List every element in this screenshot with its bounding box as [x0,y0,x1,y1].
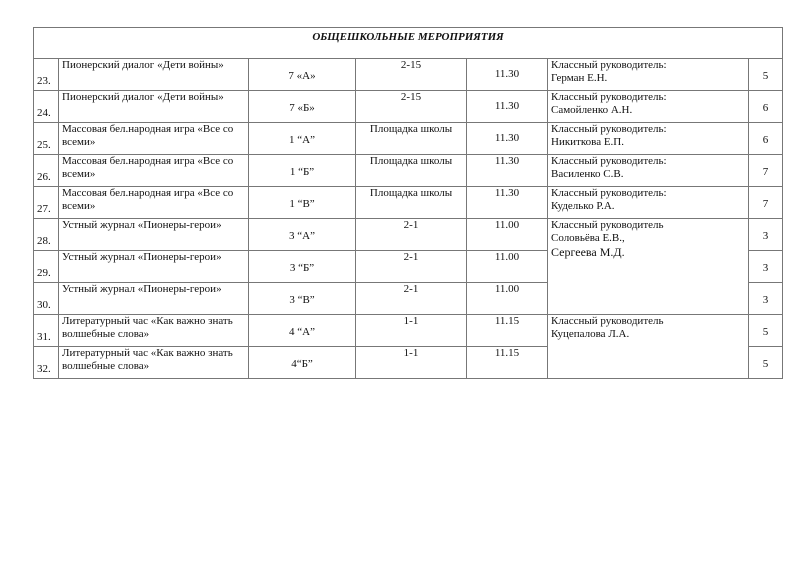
event-name: Пионерский диалог «Дети войны» [59,91,249,123]
participant-count: 3 [749,283,783,315]
responsible-cell [548,123,749,155]
responsible-line: Василенко С.В. [551,168,624,180]
row-number: 23. [34,59,59,91]
responsible-line: Классный руководитель: [551,187,667,199]
class-name: 4 “А” [249,315,356,347]
event-name: Пионерский диалог «Дети войны» [59,59,249,91]
class-name: 3 “А” [249,219,356,251]
class-name: 1 “В” [249,187,356,219]
row-number: 27. [34,187,59,219]
class-name: 4“Б” [249,347,356,379]
responsible-line: Классный руководитель [551,219,664,231]
responsible-line: Куделько Р.А. [551,200,615,212]
event-place: Площадка школы [356,123,467,155]
event-place: 2-15 [356,59,467,91]
table-row [34,315,783,347]
row-number: 25. [34,123,59,155]
participant-count: 7 [749,187,783,219]
event-place: Площадка школы [356,187,467,219]
participant-count: 6 [749,123,783,155]
row-number: 29. [34,251,59,283]
responsible-line: Классный руководитель: [551,155,667,167]
event-place: 1-1 [356,347,467,379]
class-name: 3 “В” [249,283,356,315]
row-number: 28. [34,219,59,251]
event-place: 2-15 [356,91,467,123]
class-name: 3 “Б” [249,251,356,283]
row-number: 30. [34,283,59,315]
table-row [34,187,783,219]
participant-count: 7 [749,155,783,187]
event-time: 11.30 [467,155,548,187]
participant-count: 3 [749,219,783,251]
class-name: 1 “Б” [249,155,356,187]
participant-count: 5 [749,347,783,379]
event-place: 2-1 [356,283,467,315]
responsible-cell [548,91,749,123]
class-name: 7 «Б» [249,91,356,123]
event-name: Массовая бел.народная игра «Все со всеми» [59,123,249,155]
participant-count: 3 [749,251,783,283]
event-name: Литературный час «Как важно знать волшебные слова» [59,315,249,347]
event-name: Устный журнал «Пионеры-герои» [59,283,249,315]
events-table [33,27,783,379]
participant-count: 5 [749,315,783,347]
responsible-line: Классный руководитель: [551,91,667,103]
event-time: 11.30 [467,123,548,155]
responsible-cell [548,315,749,379]
table-row [34,219,783,251]
responsible-line: Соловьёва Е.В., [551,232,625,244]
responsible-line: Куцепалова Л.А. [551,328,630,340]
responsible-cell [548,155,749,187]
row-number: 24. [34,91,59,123]
class-name: 7 «А» [249,59,356,91]
event-time: 11.30 [467,59,548,91]
responsible-line: Классный руководитель [551,315,664,327]
event-place: Площадка школы [356,155,467,187]
responsible-line: Сергеева М.Д. [551,245,625,259]
section-title: ОБЩЕШКОЛЬНЫЕ МЕРОПРИЯТИЯ [34,28,783,59]
event-name: Массовая бел.народная игра «Все со всеми» [59,155,249,187]
row-number: 26. [34,155,59,187]
event-time: 11.15 [467,347,548,379]
row-number: 31. [34,315,59,347]
event-time: 11.00 [467,283,548,315]
event-name: Устный журнал «Пионеры-герои» [59,219,249,251]
participant-count: 6 [749,91,783,123]
table-row [34,123,783,155]
table-row [34,91,783,123]
event-time: 11.15 [467,315,548,347]
responsible-cell [548,59,749,91]
event-name: Литературный час «Как важно знать волшебные слова» [59,347,249,379]
event-name: Устный журнал «Пионеры-герои» [59,251,249,283]
responsible-line: Герман Е.Н. [551,72,608,84]
table-row [34,155,783,187]
event-time: 11.00 [467,219,548,251]
responsible-line: Классный руководитель: [551,123,667,135]
responsible-line: Никиткова Е.П. [551,136,624,148]
event-time: 11.30 [467,91,548,123]
class-name: 1 “А” [249,123,356,155]
event-place: 1-1 [356,315,467,347]
responsible-cell [548,187,749,219]
event-place: 2-1 [356,251,467,283]
event-name: Массовая бел.народная игра «Все со всеми» [59,187,249,219]
responsible-line: Самойленко А.Н. [551,104,633,116]
row-number: 32. [34,347,59,379]
table-row [34,59,783,91]
responsible-line: Классный руководитель: [551,59,667,71]
event-time: 11.30 [467,187,548,219]
event-time: 11.00 [467,251,548,283]
event-place: 2-1 [356,219,467,251]
responsible-cell [548,219,749,315]
participant-count: 5 [749,59,783,91]
